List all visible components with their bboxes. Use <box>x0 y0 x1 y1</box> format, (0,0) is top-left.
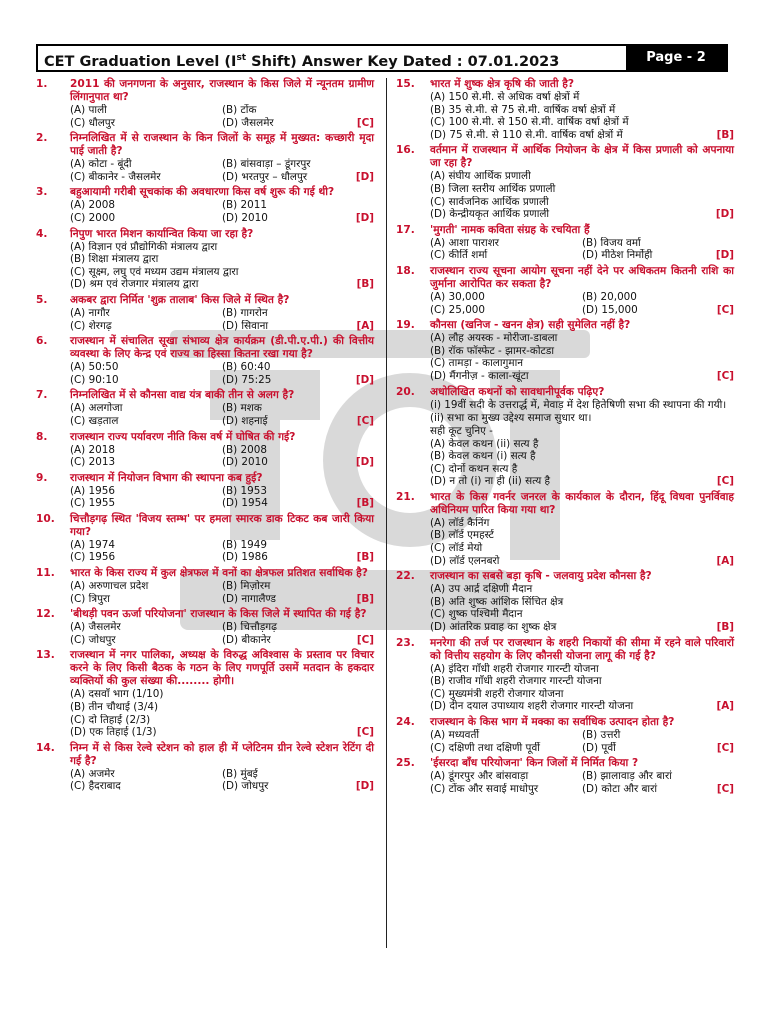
question-item <box>396 386 734 488</box>
option-item: (D) जैसलमेर <box>222 116 274 129</box>
answer-key: [C] <box>716 741 734 754</box>
option-item: (B) रॉक फॉस्फेट - झामर-कोटडा <box>430 344 555 357</box>
option-item: (B) 1949 <box>222 538 267 551</box>
question-number: 19. <box>396 319 415 332</box>
question-number: 18. <box>396 264 415 277</box>
answer-key: [C] <box>716 303 734 316</box>
option-item: (B) 2008 <box>222 443 267 456</box>
option-item: (A) अरुणाचल प्रदेश <box>70 580 149 593</box>
option-item: (A) अजमेर <box>70 767 115 780</box>
options-list <box>396 332 734 382</box>
option-item: (C) 2000 <box>70 211 116 224</box>
option-item: (C) 2013 <box>70 456 116 469</box>
option-item: (B) तीन चौथाई (3/4) <box>70 701 159 714</box>
option-item: (A) 1956 <box>70 484 115 497</box>
option-item: (D) नागालैण्ड <box>222 592 276 605</box>
question-text: भारत में शुष्क क्षेत्र कृषि की जाती है? <box>430 78 575 90</box>
options-list <box>36 307 374 332</box>
question-text: भारत के किस गवर्नर जनरल के कार्यकाल के दौरान, हिंदू विधवा पुनर्विवाह अधिनियम पारित किया गया था? <box>430 490 734 516</box>
question-number: 25. <box>396 757 415 770</box>
answer-key: [B] <box>356 551 374 564</box>
option-item: (A) केवल कथन (ii) सत्य है <box>430 437 539 450</box>
option-item: (A) 30,000 <box>430 290 485 303</box>
question-text: चित्तौड़गढ़ स्थित 'विजय स्तम्भ' पर हमला स्मारक डाक टिकट कब जारी किया गया? <box>70 512 374 538</box>
question-text: 'मुगती' नामक कविता संग्रह के रचयिता हैं <box>430 223 590 236</box>
right-column <box>396 78 734 798</box>
option-item: (D) 75:25 <box>222 373 272 386</box>
option-item: (B) मशक <box>222 402 262 415</box>
options-list <box>36 688 374 738</box>
option-item: (D) 2010 <box>222 211 268 224</box>
question-number: 12. <box>36 608 55 621</box>
question-item <box>36 186 374 224</box>
question-item <box>396 144 734 220</box>
answer-key: [C] <box>356 726 374 739</box>
question-number: 20. <box>396 385 415 398</box>
question-text: निम्न में से किस रेल्वे स्टेशन को हाल ही में प्लेटिनम ग्रीन रेल्वे स्टेशन रेटिंग दी गई है? <box>70 741 374 767</box>
answer-key: [D] <box>355 211 374 224</box>
answer-key: [B] <box>716 128 734 141</box>
answer-key: [D] <box>355 373 374 386</box>
option-item: (A) अलगोजा <box>70 402 123 415</box>
question-number: 16. <box>396 144 415 157</box>
answer-key: [C] <box>356 633 374 646</box>
answer-key: [D] <box>715 249 734 262</box>
option-item: (D) सिवाना <box>222 319 269 332</box>
option-item: (C) 1955 <box>70 497 116 510</box>
option-item: (D) 15,000 <box>582 303 638 316</box>
question-item <box>396 716 734 754</box>
option-item: (C) शेरगढ़ <box>70 319 112 332</box>
options-list <box>36 621 374 646</box>
question-number: 1. <box>36 78 48 90</box>
option-item: (A) नागौर <box>70 306 110 319</box>
answer-key: [B] <box>356 497 374 510</box>
question-item <box>396 570 734 633</box>
option-item: (A) दसवाँ भाग (1/10) <box>70 688 164 701</box>
option-item: (A) 2008 <box>70 199 115 212</box>
options-list <box>396 770 734 795</box>
question-item <box>36 431 374 469</box>
answer-key: [B] <box>356 278 374 291</box>
option-item: (B) अति शुष्क आंशिक सिंचित क्षेत्र <box>430 595 564 608</box>
question-text: निपुण भारत मिशन कार्यान्वित किया जा रहा है? <box>70 227 254 240</box>
question-text: राजस्थान में संचालित सूखा संभाव्य क्षेत्र कार्यक्रम (डी.पी.ए.पी.) की वित्तीय व्यवस्था के लिए केन्द्र एवं राज्य का हिस्सा कितना रखा गया है? <box>70 335 374 361</box>
question-item <box>36 132 374 183</box>
question-text: राजस्थान का सबसे बड़ा कृषि - जलवायु प्रदेश कौनसा है? <box>430 570 652 583</box>
options-list <box>36 104 374 129</box>
question-item <box>36 472 374 510</box>
question-text: 'ईसरदा बाँध परियोजना' किन जिलों में निर्मित किया ? <box>430 757 639 770</box>
question-number: 2. <box>36 132 48 145</box>
question-text: मनरेगा की तर्ज पर राजस्थान के शहरी निकायों की सीमा में रहने वाले परिवारों को वित्तीय सहयोग के लिए कौनसी योजना लागू की गई है? <box>430 636 734 662</box>
option-item: (D) 1986 <box>222 551 268 564</box>
option-item: (B) शिक्षा मंत्रालय द्वारा <box>70 253 159 266</box>
options-list <box>396 91 734 141</box>
question-text: राजस्थान राज्य पर्यावरण नीति किस वर्ष में घोषित की गई? <box>70 430 296 443</box>
page-number: Page - 2 <box>626 46 726 70</box>
question-item <box>36 294 374 332</box>
answer-key: [C] <box>716 369 734 382</box>
option-item: (A) उप आर्द्र दक्षिणी मैदान <box>430 583 533 596</box>
question-text: निम्नलिखित में से कौनसा वाद्य यंत्र बाकी तीन से अलग है? <box>70 389 295 402</box>
answer-key: [A] <box>716 554 734 567</box>
option-item: (C) 25,000 <box>430 303 486 316</box>
question-text: कौनसा (खनिज - खनन क्षेत्र) सही सुमेलित नहीं है? <box>430 319 631 332</box>
question-item <box>36 608 374 646</box>
question-text: वर्तमान में राजस्थान में आर्थिक नियोजन के क्षेत्र में किस प्रणाली को अपनाया जा रहा है? <box>430 144 734 170</box>
options-list <box>36 768 374 793</box>
question-text: 2011 की जनगणना के अनुसार, राजस्थान के किस जिले में न्यूनतम ग्रामीण लिंगानुपात था? <box>70 78 374 103</box>
option-item: (C) सार्वजनिक आर्थिक प्रणाली <box>430 195 549 208</box>
option-item: (C) हैदराबाद <box>70 780 121 793</box>
option-item: (C) धौलपुर <box>70 116 115 129</box>
question-number: 8. <box>36 430 48 443</box>
question-number: 14. <box>36 741 55 754</box>
question-item <box>36 335 374 386</box>
option-item: (D) शहनाई <box>222 414 268 427</box>
options-list <box>396 583 734 633</box>
option-item: (D) 1954 <box>222 497 268 510</box>
option-item: (C) तामड़ा - कालागुमान <box>430 357 524 370</box>
question-item <box>396 78 734 141</box>
option-item: (A) 50:50 <box>70 361 119 374</box>
option-item: (A) 2018 <box>70 443 115 456</box>
option-item: (C) टोंक और सवाई माधोपुर <box>430 782 539 795</box>
option-item: (D) मीठेश निर्मोही <box>582 249 653 262</box>
question-text: अधोलिखित कथनों को सावधानीपूर्वक पढ़िए? <box>430 385 605 398</box>
left-column <box>36 78 374 796</box>
question-item <box>36 78 374 129</box>
option-item: (C) 90:10 <box>70 373 119 386</box>
answer-key: [B] <box>356 592 374 605</box>
options-list <box>36 444 374 469</box>
options-list <box>36 402 374 427</box>
option-item: (A) विज्ञान एवं प्रौद्योगिकी मंत्रालय द्वारा <box>70 240 218 253</box>
option-item: (B) मिज़ोरम <box>222 580 271 593</box>
page-header <box>36 44 728 72</box>
option-item: (D) भरतपुर – धौलपुर <box>222 170 308 183</box>
option-item: (B) लॉर्ड एमहर्स्ट <box>430 529 494 542</box>
answer-key: [B] <box>716 621 734 634</box>
option-item: (C) सूक्ष्म, लघु एवं मध्यम उद्यम मंत्रालय द्वारा <box>70 265 239 278</box>
option-item: (C) लॉर्ड मेयो <box>430 542 483 555</box>
question-number: 23. <box>396 636 415 649</box>
option-item: (C) जोधपुर <box>70 633 116 646</box>
option-item: (C) 100 से.मी. से 150 से.मी. वार्षिक वर्षा क्षेत्रों में <box>430 116 629 129</box>
answer-key: [D] <box>355 456 374 469</box>
option-item: (C) दो तिहाई (2/3) <box>70 713 151 726</box>
option-item: (B) टोंक <box>222 104 257 116</box>
question-number: 22. <box>396 570 415 583</box>
option-item: (D) केन्द्रीयकृत आर्थिक प्रणाली <box>430 208 550 221</box>
question-number: 3. <box>36 186 48 199</box>
column-divider <box>386 78 387 948</box>
option-item: (B) जिला स्तरीय आर्थिक प्रणाली <box>430 182 556 195</box>
option-item: (A) कोटा - बूंदी <box>70 158 132 171</box>
question-number: 21. <box>396 490 415 503</box>
option-item: (C) मुख्यमंत्री शहरी रोजगार योजना <box>430 687 564 700</box>
answer-key: [A] <box>716 700 734 713</box>
option-item: (A) मध्यवर्ती <box>430 729 480 741</box>
question-item <box>396 757 734 795</box>
options-list <box>396 729 734 754</box>
question-number: 9. <box>36 471 48 484</box>
option-item: (A) आशा पाराशर <box>430 236 500 249</box>
option-item: (C) शुष्क पश्चिमी मैदान <box>430 608 523 621</box>
answer-key: [D] <box>715 208 734 221</box>
option-item: (D) बीकानेर <box>222 633 271 646</box>
options-list <box>36 485 374 510</box>
option-item: (B) राजीव गाँधी शहरी रोजगार गारन्टी योजना <box>430 675 602 688</box>
option-item: (A) 1974 <box>70 538 115 551</box>
question-text: राजस्थान में नगर पालिका, अध्यक्ष के विरुद्ध अविश्वास के प्रस्ताव पर विचार करने के लिए किसी बैठक के गठन के लिए गणपूर्ति उसमें मतदान के हकदार व्यक्तियों की कुल संख्या की........ होगी। <box>70 649 374 688</box>
question-item <box>36 649 374 738</box>
option-item: (A) संघीय आर्थिक प्रणाली <box>430 170 531 183</box>
question-text: राजस्थान के किस भाग में मक्का का सर्वाधिक उत्पादन होता है? <box>430 716 675 728</box>
question-number: 11. <box>36 567 55 580</box>
options-list <box>396 438 734 488</box>
option-item: (B) बांसवाड़ा – डूंगरपुर <box>222 158 311 171</box>
option-item: (D) कोटा और बारां <box>582 782 658 795</box>
option-item: (D) आंतरिक प्रवाह का शुष्क क्षेत्र <box>430 621 557 634</box>
option-item: (C) 1956 <box>70 551 116 564</box>
option-item: (B) 35 से.मी. से 75 से.मी. वार्षिक वर्षा क्षेत्रों में <box>430 103 616 116</box>
option-item: (D) न तो (i) ना ही (ii) सत्य है <box>430 475 551 488</box>
option-item: (A) 150 से.मी. से अधिक वर्षा क्षेत्रों में <box>430 91 580 103</box>
question-text: राजस्थान राज्य सूचना आयोग सूचना नहीं देने पर अधिकतम कितनी राशि का जुर्माना आरोपित कर सकता है? <box>430 264 734 290</box>
answer-key: [A] <box>356 319 374 332</box>
option-item: (B) 20,000 <box>582 290 637 303</box>
document-title: CET Graduation Level (Ist Shift) Answer Key Dated : 07.01.2023 <box>44 53 560 70</box>
option-item: (A) लॉर्ड कैनिंग <box>430 516 490 529</box>
option-item: (D) श्रम एवं रोजगार मंत्रालय द्वारा <box>70 278 199 291</box>
option-item: (D) जोधपुर <box>222 780 269 793</box>
question-text: बहुआयामी गरीबी सूचकांक की अवधारणा किस वर्ष शुरू की गई थी? <box>70 186 335 199</box>
options-list <box>36 539 374 564</box>
question-text: 'बीथड़ी पवन ऊर्जा परियोजना' राजस्थान के किस जिले में स्थापित की गई है? <box>70 608 367 621</box>
option-item: (B) 1953 <box>222 484 267 497</box>
options-list <box>396 517 734 567</box>
question-number: 10. <box>36 512 55 525</box>
option-item: (C) त्रिपुरा <box>70 592 110 605</box>
options-list <box>36 361 374 386</box>
option-item: (C) बीकानेर - जैसलमेर <box>70 170 161 183</box>
option-item: (D) 75 से.मी. से 110 से.मी. वार्षिक वर्षा क्षेत्रों में <box>430 128 623 141</box>
question-item <box>36 228 374 291</box>
options-list <box>36 241 374 291</box>
options-list <box>36 158 374 183</box>
question-number: 7. <box>36 389 48 402</box>
option-item: (A) इंदिरा गाँधी शहरी रोजगार गारन्टी योजना <box>430 662 599 675</box>
option-item: (B) केवल कथन (i) सत्य है <box>430 450 536 463</box>
option-item: (A) लौह अयस्क - मोरीजा-डाबला <box>430 332 558 345</box>
option-item: (A) जैसलमेर <box>70 621 121 634</box>
question-number: 24. <box>396 716 415 728</box>
question-text: राजस्थान में नियोजन विभाग की स्थापना कब हुई? <box>70 471 263 484</box>
option-item: (B) मुंबई <box>222 767 258 780</box>
option-item: (C) खड़ताल <box>70 414 119 427</box>
option-item: (D) मैंगनीज़ - काला-खूंटा <box>430 369 529 382</box>
option-item: (C) दोनों कथन सत्य है <box>430 462 518 475</box>
question-item <box>396 491 734 567</box>
question-item <box>36 567 374 605</box>
options-list <box>396 663 734 713</box>
option-item: (B) 60:40 <box>222 361 271 374</box>
options-list <box>396 291 734 316</box>
option-item: (B) विजय वर्मा <box>582 236 641 249</box>
options-list <box>396 237 734 262</box>
question-item <box>396 265 734 316</box>
answer-key: [D] <box>355 170 374 183</box>
option-item: (C) दक्षिणी तथा दक्षिणी पूर्वी <box>430 741 540 754</box>
question-item <box>36 742 374 793</box>
option-item: (D) दीन दयाल उपाध्याय शहरी रोजगार गारन्टी योजना <box>430 700 634 713</box>
question-number: 13. <box>36 649 55 662</box>
answer-key: [D] <box>355 780 374 793</box>
statement-text: (ii) सभा का मुख्य उद्देश्य समाज सुधार था। <box>430 411 592 424</box>
question-number: 5. <box>36 293 48 306</box>
options-list <box>396 170 734 220</box>
question-number: 17. <box>396 223 415 236</box>
question-item <box>396 319 734 382</box>
option-item: (D) एक तिहाई (1/3) <box>70 726 157 739</box>
question-text: भारत के किस राज्य में कुल क्षेत्रफल में वनों का क्षेत्रफल प्रतिशत सर्वाधिक है? <box>70 567 368 580</box>
question-item <box>36 513 374 564</box>
option-item: (D) लॉर्ड एलनबरो <box>430 554 500 567</box>
question-text: निम्नलिखित में से राजस्थान के किन जिलों के समूह में मुख्यत: कच्छारी मृदा पाई जाती है? <box>70 132 374 158</box>
options-list <box>36 199 374 224</box>
option-item: (B) झालावाड़ और बारां <box>582 770 672 783</box>
options-list <box>36 580 374 605</box>
question-number: 6. <box>36 335 48 348</box>
option-item: (A) पाली <box>70 104 107 116</box>
option-item: (B) 2011 <box>222 199 267 212</box>
option-item: (D) 2010 <box>222 456 268 469</box>
option-item: (B) उत्तरी <box>582 729 621 741</box>
question-number: 15. <box>396 78 415 90</box>
answer-key: [C] <box>716 782 734 795</box>
option-item: (C) कीर्ति शर्मा <box>430 249 488 262</box>
question-text: अकबर द्वारा निर्मित 'शुक्र तालाब' किस जिले में स्थित है? <box>70 293 290 306</box>
question-item <box>36 389 374 427</box>
option-item: (B) गागरोन <box>222 306 268 319</box>
answer-key: [C] <box>716 475 734 488</box>
option-item: (A) डूंगरपुर और बांसवाड़ा <box>430 770 529 783</box>
statement-text: सही कूट चुनिए - <box>430 424 493 437</box>
option-item: (B) चित्तौड़गढ़ <box>222 621 277 634</box>
statement-text: (i) 19वीं सदी के उत्तरार्द्ध में, मेवाड़ में देश हितेषिणी सभा की स्थापना की गयी। <box>430 398 727 411</box>
answer-key: [C] <box>356 116 374 129</box>
question-number: 4. <box>36 227 48 240</box>
option-item: (D) पूर्वी <box>582 741 616 754</box>
answer-key: [C] <box>356 414 374 427</box>
question-item <box>396 637 734 713</box>
question-item <box>396 224 734 262</box>
